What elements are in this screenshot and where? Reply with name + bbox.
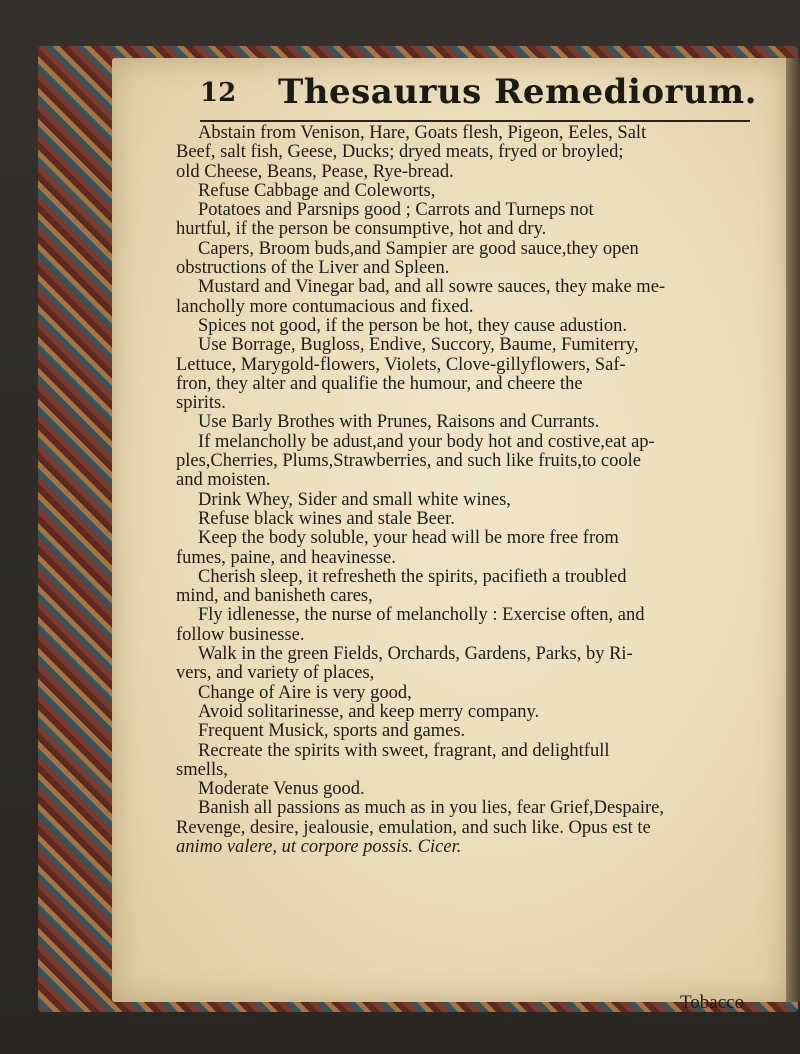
text-line: smells, — [176, 759, 228, 780]
text-line: fron, they alter and qualifie the humour, and cheere the — [176, 373, 583, 394]
text-line: animo valere, ut corpore possis. Cicer. — [176, 836, 462, 857]
text-line: Lettuce, Marygold-flowers, Violets, Clove-gillyflowers, Saf- — [176, 354, 626, 375]
catchword: Tobacco — [680, 992, 745, 1013]
text-line: Use Barly Brothes with Prunes, Raisons and Currants. — [198, 412, 600, 433]
text-line: fumes, paine, and heavinesse. — [176, 547, 396, 568]
text-line: Revenge, desire, jealousie, emulation, and such like. Opus est te — [176, 817, 651, 838]
text-line: Avoid solitarinesse, and keep merry company. — [198, 701, 540, 722]
text-line: Recreate the spirits with sweet, fragrant, and delightfull — [198, 740, 610, 761]
text-line: Beef, salt fish, Geese, Ducks; dryed meats, fryed or broyled; — [176, 142, 624, 163]
text-line: Potatoes and Parsnips good ; Carrots and Turneps not — [198, 200, 594, 221]
text-line: Drink Whey, Sider and small white wines, — [198, 489, 511, 510]
running-head — [200, 72, 760, 116]
text-line: Walk in the green Fields, Orchards, Gardens, Parks, by Ri- — [198, 644, 633, 665]
header-rule — [200, 120, 750, 122]
text-line: Fly idlenesse, the nurse of melancholly : Exercise often, and — [198, 605, 645, 626]
text-line: hurtful, if the person be consumptive, hot and dry. — [176, 219, 547, 240]
page-number: 12 — [200, 78, 237, 108]
text-line: old Cheese, Beans, Pease, Rye-bread. — [176, 161, 454, 182]
text-line: Use Borrage, Bugloss, Endive, Succory, Baume, Fumiterry, — [198, 335, 639, 356]
book-title: Thesaurus Remediorum. — [278, 72, 757, 112]
text-line: Capers, Broom buds,and Sampier are good sauce,they open — [198, 238, 639, 259]
body-text — [176, 124, 776, 857]
text-line: Moderate Venus good. — [198, 779, 365, 800]
page-edge — [786, 58, 800, 1002]
text-line: follow businesse. — [176, 624, 305, 645]
text-line: Keep the body soluble, your head will be more free from — [198, 528, 619, 549]
text-line: lancholly more contumacious and fixed. — [176, 296, 474, 317]
text-line: Frequent Musick, sports and games. — [198, 721, 466, 742]
text-line: spirits. — [176, 393, 226, 414]
text-line: Refuse black wines and stale Beer. — [198, 508, 455, 529]
text-line: obstructions of the Liver and Spleen. — [176, 258, 450, 279]
text-line: Spices not good, if the person be hot, they cause adustion. — [198, 315, 628, 336]
text-line: ples,Cherries, Plums,Strawberries, and such like fruits,to coole — [176, 451, 641, 472]
text-line: Mustard and Vinegar bad, and all sowre sauces, they make me- — [198, 277, 666, 298]
text-line: vers, and variety of places, — [176, 663, 375, 684]
text-line: mind, and banisheth cares, — [176, 586, 373, 607]
text-line: If melancholly be adust,and your body hot and costive,eat ap- — [198, 431, 655, 452]
text-line: Cherish sleep, it refresheth the spirits, pacifieth a troubled — [198, 566, 627, 587]
text-line: Abstain from Venison, Hare, Goats flesh, Pigeon, Eeles, Salt — [198, 123, 647, 143]
text-line: Change of Aire is very good, — [198, 682, 412, 703]
text-line: Refuse Cabbage and Coleworts, — [198, 180, 436, 201]
text-line: Banish all passions as much as in you lies, fear Grief,Despaire, — [198, 798, 664, 819]
text-line: and moisten. — [176, 470, 271, 491]
